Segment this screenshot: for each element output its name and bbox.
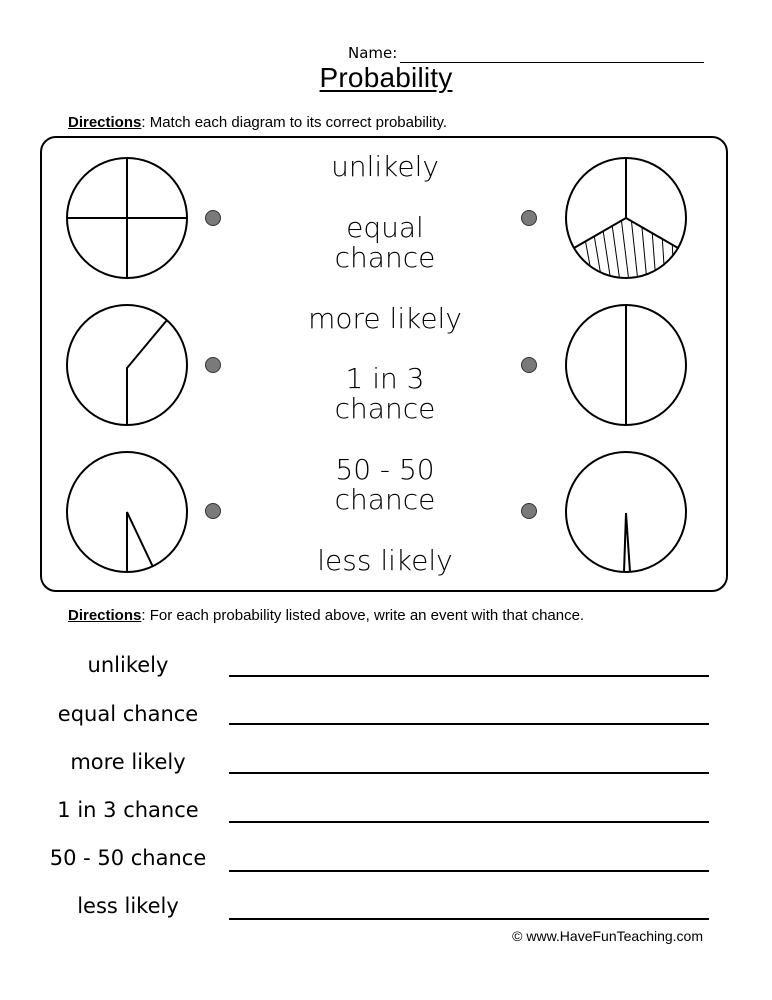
row-label-50-50-chance: 50 - 50 chance — [49, 846, 207, 870]
row-label-more-likely: more likely — [70, 750, 186, 774]
term-50-50-chance: 50 - 50 chance — [334, 453, 436, 516]
match-dot-left-2[interactable] — [205, 357, 221, 373]
match-dot-right-3[interactable] — [521, 503, 537, 519]
pie-thin-slice — [66, 451, 188, 573]
match-dot-left-3[interactable] — [205, 503, 221, 519]
directions-label-2: Directions — [68, 607, 142, 624]
term-equal-chance: equal chance — [334, 211, 436, 274]
pie-large-section — [66, 304, 188, 426]
pie-thirds-shaded — [565, 157, 687, 279]
directions-text: : Match each diagram to its correct probability. — [141, 114, 448, 131]
answer-line-equal-chance[interactable] — [229, 723, 709, 725]
term-more-likely: more likely — [308, 302, 462, 335]
pie-halves — [565, 304, 687, 426]
match-dot-right-2[interactable] — [521, 357, 537, 373]
row-label-equal-chance: equal chance — [57, 702, 199, 726]
directions-match — [68, 114, 447, 131]
term-less-likely: less likely — [317, 544, 453, 577]
pie-very-thin-slice — [565, 451, 687, 573]
directions-label: Directions — [68, 114, 142, 131]
answer-line-unlikely[interactable] — [229, 675, 709, 677]
name-label: Name: — [348, 44, 398, 62]
directions-text-2: : For each probability listed above, write an event with that chance. — [141, 607, 585, 624]
answer-line-less-likely[interactable] — [229, 918, 709, 920]
copyright-text: © www.HaveFunTeaching.com — [512, 928, 703, 944]
row-label-unlikely: unlikely — [87, 653, 169, 677]
page-title: Probability — [319, 62, 453, 93]
directions-write — [68, 607, 584, 624]
answer-line-50-50-chance[interactable] — [229, 870, 709, 872]
match-dot-right-1[interactable] — [521, 210, 537, 226]
row-label-1-in-3-chance: 1 in 3 chance — [57, 798, 199, 822]
row-label-less-likely: less likely — [77, 894, 179, 918]
match-dot-left-1[interactable] — [205, 210, 221, 226]
term-unlikely: unlikely — [331, 150, 439, 183]
term-1-in-3-chance: 1 in 3 chance — [334, 362, 436, 425]
answer-line-1-in-3-chance[interactable] — [229, 821, 709, 823]
pie-quarters — [66, 157, 188, 279]
answer-line-more-likely[interactable] — [229, 772, 709, 774]
